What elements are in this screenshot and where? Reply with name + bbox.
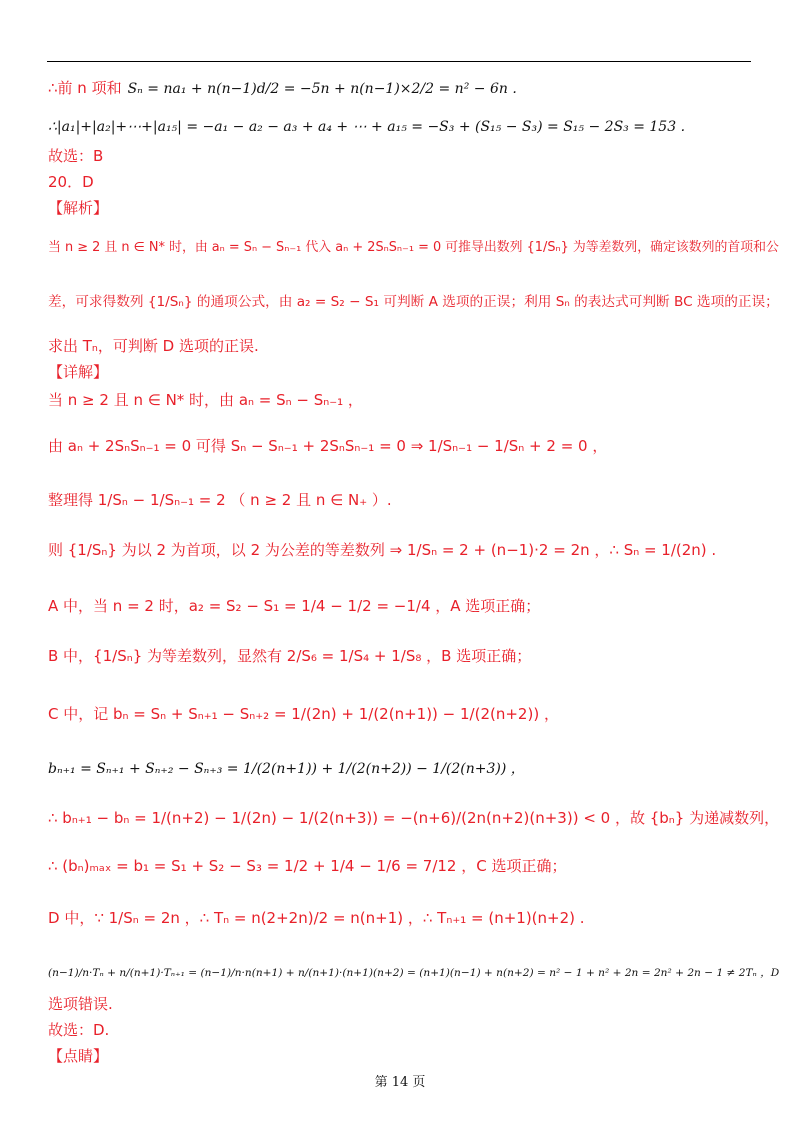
text-line: [48, 908, 585, 928]
line-text: 当 n ≥ 2 且 n ∈ N* 时，由 aₙ = Sₙ − Sₙ₋₁ ，: [48, 391, 363, 409]
line-text: 当 n ≥ 2 且 n ∈ N* 时，由 aₙ = Sₙ − Sₙ₋₁ 代入 aₙ + 2SₙSₙ₋₁ = 0 可推导出数列 {1/Sₙ} 为等差数列，确定该数列的首项和公: [48, 240, 779, 255]
text-line: [48, 238, 779, 258]
text-line: [48, 994, 113, 1014]
line-text: ∴前 n 项和: [48, 79, 122, 97]
text-line: [48, 1020, 109, 1040]
line-text: ∴ bₙ₊₁ − bₙ = 1/(n+2) − 1/(2n) − 1/(2(n+3)) = −(n+6)/(2n(n+2)(n+3)) < 0 ，故 {bₙ} 为递减数列，: [48, 809, 780, 827]
line-text: 则 {1/Sₙ} 为以 2 为首项，以 2 为公差的等差数列 ⇒ 1/Sₙ = 2 + (n−1)·2 = 2n ，∴ Sₙ = 1/(2n) .: [48, 541, 717, 559]
line-text: 故选：D.: [48, 1021, 110, 1039]
text-line: [48, 962, 779, 983]
text-line: [48, 336, 259, 356]
text-line: [48, 490, 392, 510]
page-number: 第 14 页: [374, 1075, 426, 1090]
text-line: [48, 596, 540, 616]
text-line: [48, 646, 531, 666]
text-line: [48, 540, 716, 560]
text-line: [48, 78, 517, 99]
line-text: 【点睛】: [48, 1047, 109, 1065]
line-text: 整理得 1/Sₙ − 1/Sₙ₋₁ = 2 （ n ≥ 2 且 n ∈ N₊ ）.: [48, 491, 392, 509]
line-text: 20．D: [48, 173, 94, 191]
line-text: 选项错误.: [48, 995, 113, 1013]
text-line: [48, 436, 607, 456]
text-line: [48, 198, 108, 218]
line-text: ∴ (bₙ)ₘₐₓ = b₁ = S₁ + S₂ − S₃ = 1/2 + 1/4 − 1/6 = 7/12 ，C 选项正确；: [48, 857, 567, 875]
text-line: [48, 704, 559, 724]
line-formula: bₙ₊₁ = Sₙ₊₁ + Sₙ₊₂ − Sₙ₊₃ = 1/(2(n+1)) + 1/(2(n+2)) − 1/(2(n+3)) ，: [48, 761, 525, 777]
text-line: [48, 172, 94, 192]
line-text: 差，可求得数列 {1/Sₙ} 的通项公式，由 a₂ = S₂ − S₁ 可判断 A 选项的正误；利用 Sₙ 的表达式可判断 BC 选项的正误；: [48, 294, 779, 310]
text-line: [48, 292, 779, 312]
line-formula: Sₙ = na₁ + n(n−1)d/2 = −5n + n(n−1)×2/2 = n² − 6n .: [127, 81, 517, 97]
line-text: 【解析】: [48, 199, 109, 217]
text-line: [48, 362, 108, 382]
line-text: 故选：B: [48, 147, 104, 165]
line-text: B 中，{1/Sₙ} 为等差数列，显然有 2/S₆ = 1/S₄ + 1/S₈ ，B 选项正确；: [48, 647, 532, 665]
line-text: D 中，∵ 1/Sₙ = 2n ，∴ Tₙ = n(2+2n)/2 = n(n+1) ，∴ Tₙ₊₁ = (n+1)(n+2) .: [48, 909, 585, 927]
line-formula: (n−1)/n·Tₙ + n/(n+1)·Tₙ₊₁ = (n−1)/n·n(n+1) + n/(n+1)·(n+1)(n+2) = (n+1)(n−1) + n(n+2) = n² − 1 + n² + 2n = 2n² + 2n − 1 ≠ 2Tₙ ，D: [48, 967, 780, 979]
text-line: [48, 808, 779, 828]
line-text: 求出 Tₙ，可判断 D 选项的正误.: [48, 337, 259, 355]
text-line: [48, 390, 363, 410]
line-formula: ∴|a₁|+|a₂|+⋯+|a₁₅| = −a₁ − a₂ − a₃ + a₄ + ⋯ + a₁₅ = −S₃ + (S₁₅ − S₃) = S₁₅ − 2S₃ = 153 .: [48, 119, 686, 135]
text-line: [48, 1046, 108, 1066]
text-line: [48, 146, 103, 166]
line-text: A 中，当 n = 2 时，a₂ = S₂ − S₁ = 1/4 − 1/2 = −1/4 ，A 选项正确；: [48, 597, 541, 615]
text-line: [48, 116, 685, 137]
line-text: 由 aₙ + 2SₙSₙ₋₁ = 0 可得 Sₙ − Sₙ₋₁ + 2SₙSₙ₋₁ = 0 ⇒ 1/Sₙ₋₁ − 1/Sₙ + 2 = 0 ，: [48, 437, 608, 455]
line-text: C 中，记 bₙ = Sₙ + Sₙ₊₁ − Sₙ₊₂ = 1/(2n) + 1/(2(n+1)) − 1/(2(n+2)) ，: [48, 705, 559, 723]
header-rule: [47, 61, 751, 62]
text-line: [48, 758, 525, 779]
text-line: [48, 856, 566, 876]
line-text: 【详解】: [48, 363, 109, 381]
